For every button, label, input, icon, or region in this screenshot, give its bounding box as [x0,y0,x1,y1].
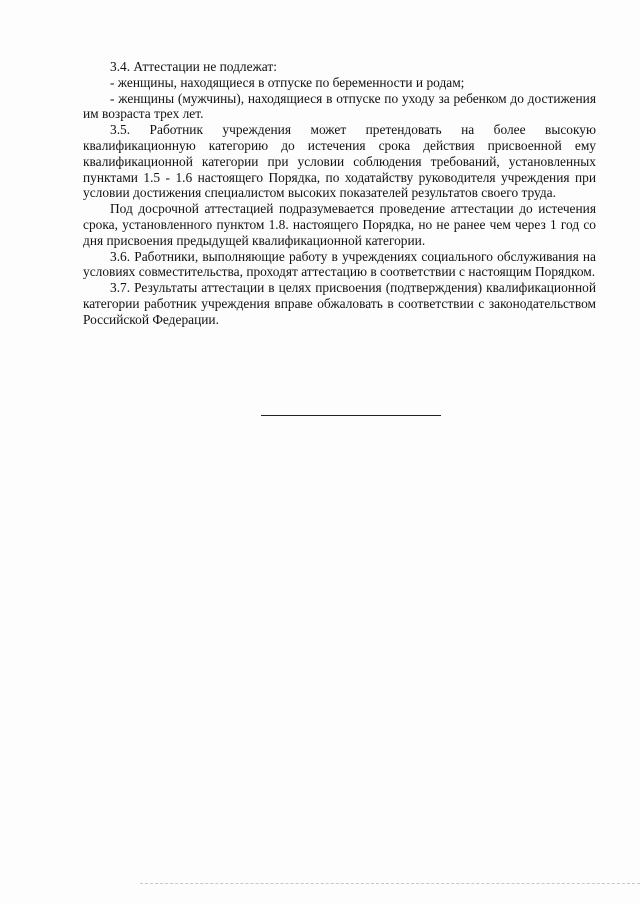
section-3-4-item-2: - женщины (мужчины), находящиеся в отпуске по уходу за ребенком до достижения им возраста трех лет. [83,90,596,122]
scan-bottom-edge [140,883,640,884]
section-3-5-note: Под досрочной аттестацией подразумевается проведение аттестации до истечения срока, установленного пунктом 1.8. настоящего Порядка, но не ранее чем через 1 год со дня присвоения предыдущей квалификационной категории. [83,201,596,248]
section-3-5-text: 3.5. Работник учреждения может претендовать на более высокую квалификационную категорию до истечения срока действия присвоенной ему квалификационной категории при условии соблюдения требований, установленных пунктами 1.5 - 1.6 настоящего Порядка, по ходатайству руководителя учреждения при условии достижения специалистом высоких показателей результатов своего труда. [83,122,596,201]
section-3-7-text: 3.7. Результаты аттестации в целях присвоения (подтверждения) квалификационной категории работник учреждения вправе обжаловать в соответствии с законодательством Российской Федерации. [83,280,596,327]
document-body [83,59,596,328]
section-3-4-item-1: - женщины, находящиеся в отпуске по беременности и родам; [110,74,465,90]
section-3-6-text: 3.6. Работники, выполняющие работу в учреждениях социального обслуживания на условиях совместительства, проходят аттестацию в соответствии с настоящим Порядком. [83,248,596,280]
end-separator-line [261,415,441,416]
section-3-4-heading: 3.4. Аттестации не подлежат: [110,59,277,74]
